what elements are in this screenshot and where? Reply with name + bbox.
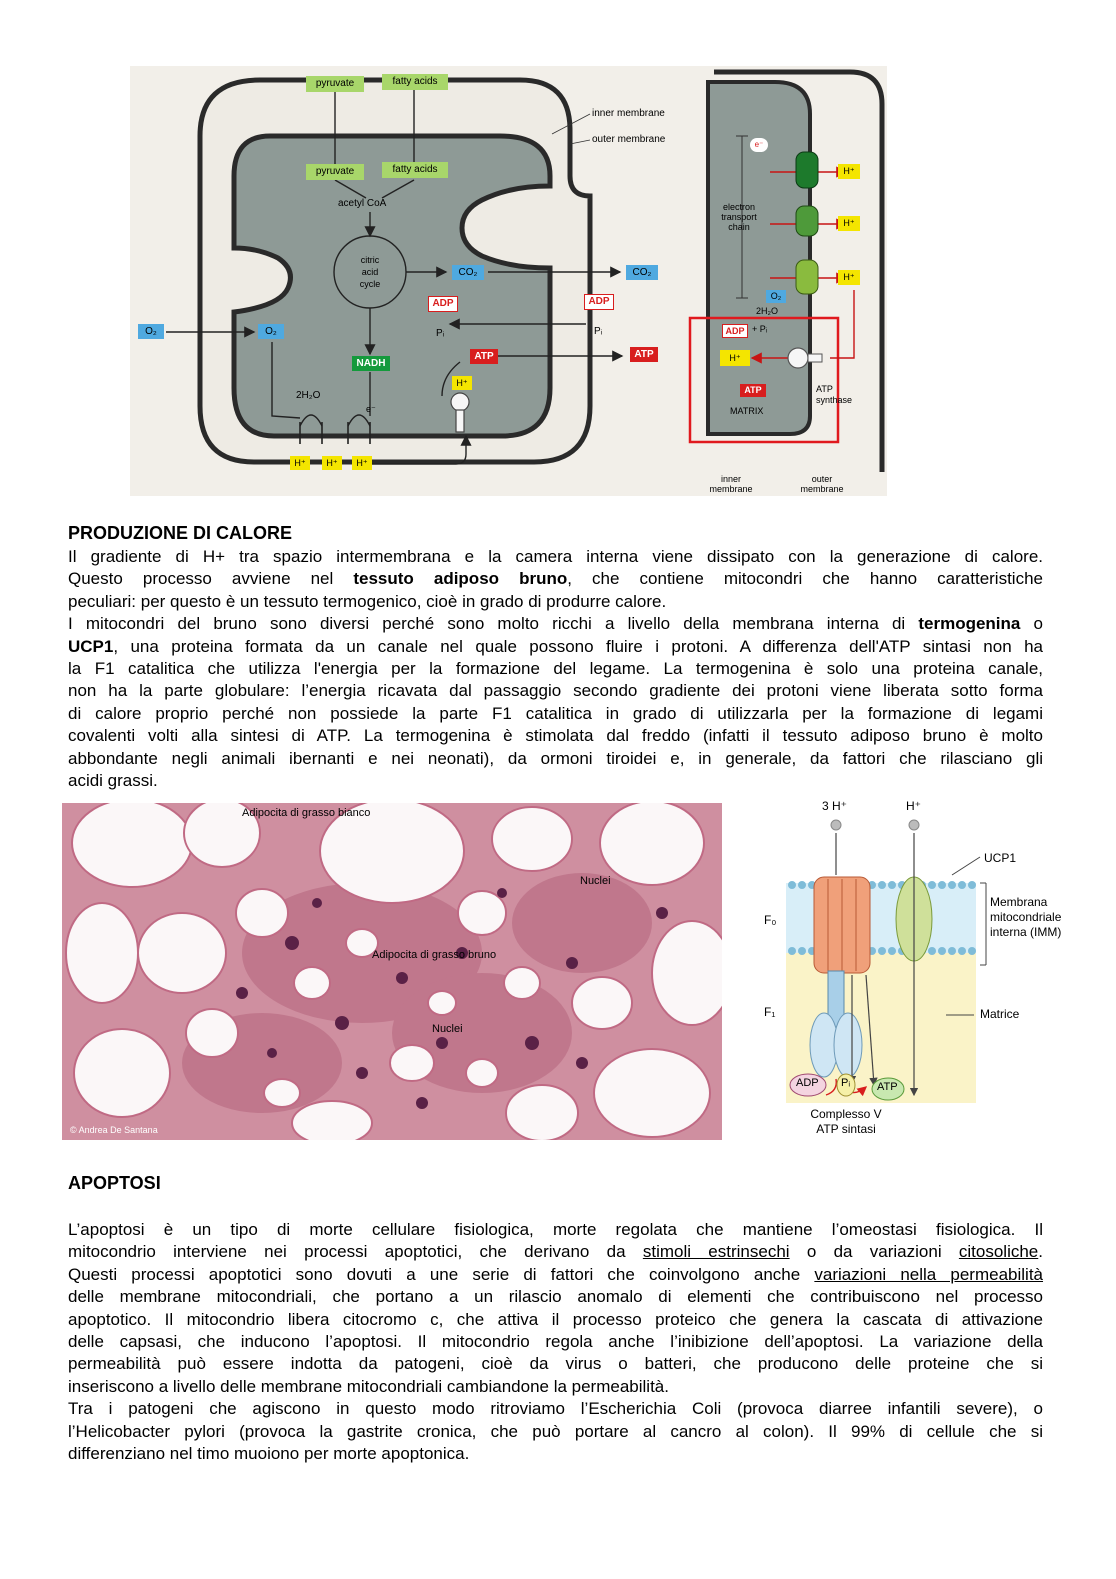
paragraph-produzione-calore <box>68 546 1043 792</box>
label-matrix: MATRIX <box>730 406 764 416</box>
label-hr1: H⁺ <box>838 164 860 179</box>
label-water-right: 2H₂O <box>756 306 778 316</box>
text: Questo processo avviene nel <box>68 569 354 589</box>
p2-line: delle membrane mitocondriali, che portano a un rilascio anomalo di elementi che contribuiscono nel processo <box>68 1287 1043 1307</box>
histology-svg <box>62 803 722 1140</box>
label-acetyl-coa: acetyl CoA <box>338 198 387 209</box>
p2-line: apoptotico. Il mitocondrio libera citocromo c, che attiva il processo proteico che genera la cascata di attivazione <box>68 1309 1043 1329</box>
right-matrix <box>708 82 810 434</box>
p2-line: l’Helicobacter pylori (provoca la gastrite cronica, che può portare al cancro al colon). Il 99% di cellule che si <box>68 1421 1043 1441</box>
outer-bottom-line1: outer <box>811 474 833 484</box>
label-pyruvate-in: pyruvate <box>306 164 364 180</box>
label-o2-in: O₂ <box>258 324 284 339</box>
outer-bottom-line2: membrane <box>800 484 844 494</box>
label-adp-in: ADP <box>428 296 458 312</box>
label-h3: H⁺ <box>352 456 372 470</box>
label-nuclei-2: Nuclei <box>432 1023 463 1035</box>
p1-line: abbondante negli animali ibernanti e nei neonati), da ormoni tiroidei e, in generale, da fattori che rilasciano gli <box>68 748 1043 768</box>
ucp1-diagram <box>756 795 1066 1145</box>
label-co2-in: CO₂ <box>452 265 484 280</box>
label-f1: F₁ <box>764 1005 776 1019</box>
citric-line1: citric <box>360 255 380 265</box>
label-matrice: Matrice <box>980 1007 1020 1021</box>
citric-line3: cycle <box>359 279 381 289</box>
label-atp: ATP <box>877 1081 898 1093</box>
label-outer-membrane: outer membrane <box>592 134 666 145</box>
label-atp-synthase <box>816 384 852 406</box>
inner-bottom-line2: membrane <box>709 484 753 494</box>
inner-bottom-line1: inner <box>720 474 741 484</box>
label-electron: e⁻ <box>366 404 376 414</box>
label-pi-out: Pᵢ <box>594 326 603 337</box>
p2-line <box>68 1264 1043 1286</box>
label-f0: F₀ <box>764 913 777 927</box>
p1-line: acidi grassi. <box>68 770 158 790</box>
text: mitocondrio interviene nei processi apoptotici, che derivano da <box>68 1242 643 1262</box>
label-nuclei-1: Nuclei <box>580 875 611 887</box>
p1-line <box>68 613 1043 635</box>
bold-term: termogenina <box>918 614 1021 634</box>
label-fatty-acids-out: fatty acids <box>382 74 448 90</box>
atp-synthase-line1: ATP <box>816 384 833 394</box>
label-hr2: H⁺ <box>838 216 860 231</box>
p2-line: L’apoptosi è un tipo di morte cellulare fisiologica, morte regolata che mantiene l’omeostasi fisiologica. Il <box>68 1220 1043 1239</box>
membrane-line1: Membrana <box>990 895 1048 909</box>
label-adp-out: ADP <box>584 294 614 310</box>
label-brown-adipocyte: Adipocita di grasso bruno <box>372 949 497 961</box>
underlined-term: variazioni nella permeabilità <box>814 1264 1044 1284</box>
label-fatty-acids-in: fatty acids <box>382 162 448 178</box>
underlined-term: citosoliche <box>958 1242 1039 1262</box>
text: I mitocondri del bruno sono diversi perché sono molto ricchi a livello della membrana interna di <box>68 614 919 634</box>
p2-line <box>68 1241 1043 1263</box>
image-credit: © Andrea De Santana <box>70 1125 158 1135</box>
label-atp-in: ATP <box>470 349 498 364</box>
underlined-term: stimoli estrinsechi <box>642 1242 790 1262</box>
text: o <box>1020 614 1043 634</box>
label-pi-in: Pᵢ <box>436 328 445 339</box>
label-h-right: H⁺ <box>720 350 750 366</box>
p1-line: peculiari: per questo è un tessuto termogenico, cioè in grado di produrre calore. <box>68 591 667 611</box>
bold-term: tessuto adiposo bruno <box>353 569 568 589</box>
label-adp-right: ADP <box>722 324 748 338</box>
p2-line: permeabilità può essere indotta da patogeni, cioè da virus o batteri, che producono delle proteine che si <box>68 1354 1043 1374</box>
label-hr3: H⁺ <box>838 270 860 285</box>
p1-line: Il gradiente di H+ tra spazio intermembrana e la camera interna viene dissipato con la generazione di calore. <box>68 547 1043 566</box>
label-e-right: e⁻ <box>750 138 768 152</box>
mitochondria-diagram-svg <box>130 66 887 496</box>
p1-line: covalenti volti alla sintesi di ATP. La termogenina è stimolata dal freddo (infatti il tessuto adiposo bruno è molto <box>68 726 1043 746</box>
label-adp: ADP <box>796 1077 819 1089</box>
mitochondria-diagram <box>130 66 887 496</box>
p1-line: di calore proprio perché non possiede la parte F1 catalitica in grado di utilizzarla per la formazione di legami <box>68 703 1043 723</box>
text: o da variazioni <box>789 1242 959 1262</box>
label-white-adipocyte: Adipocita di grasso bianco <box>242 807 371 819</box>
histology-image <box>62 803 722 1140</box>
etc-line1: electron <box>722 202 756 212</box>
p2-line: inseriscono a livello delle membrane mitocondriali cambiandone la permeabilità. <box>68 1376 669 1396</box>
label-inner-bottom <box>704 474 758 494</box>
label-ucp1: UCP1 <box>984 851 1017 865</box>
label-atp-out: ATP <box>630 347 658 362</box>
text: . <box>1038 1242 1043 1262</box>
paragraph-apoptosi <box>68 1219 1043 1465</box>
label-inner-membrane: inner membrane <box>592 108 665 119</box>
text: Questi processi apoptotici sono dovuti a une serie di fattori che coinvolgono anche <box>68 1264 815 1284</box>
etc-line3: chain <box>728 222 750 232</box>
label-h1: H⁺ <box>290 456 310 470</box>
label-atp-right: ATP <box>740 384 766 397</box>
complex-line2: ATP sintasi <box>816 1122 876 1136</box>
p1-line: non ha la parte globulare: l’energia ricavata dal passaggio secondo gradiente dei protoni viene liberata sotto forma <box>68 681 1043 701</box>
label-water: 2H₂O <box>296 390 321 401</box>
heading-produzione-calore: PRODUZIONE DI CALORE <box>68 523 293 543</box>
label-co2-out: CO₂ <box>626 265 658 280</box>
label-h-atp: H⁺ <box>452 376 472 390</box>
p1-line: la F1 catalitica che utilizza l'energia per la formazione del legame. La termogenina è solo una proteina canale, <box>68 658 1043 678</box>
complex-line1: Complesso V <box>810 1107 882 1121</box>
membrane-line2: mitocondriale <box>990 910 1062 924</box>
p1-line <box>68 568 1043 590</box>
text: , che contiene mitocondri che hanno caratteristiche <box>567 569 1043 589</box>
heading-apoptosi: APOPTOSI <box>68 1173 161 1193</box>
label-outer-bottom <box>794 474 850 494</box>
label-citric <box>350 254 390 290</box>
label-h2: H⁺ <box>322 456 342 470</box>
label-h: H⁺ <box>906 799 921 813</box>
p2-line: delle capsasi, che inducono l’apoptosi. Il mitocondrio regola anche l’inibizione dell’apoptosi. La variazione della <box>68 1331 1043 1351</box>
bold-term: UCP1 <box>68 636 114 656</box>
label-pi-right: + Pᵢ <box>752 324 768 334</box>
label-complex <box>796 1107 896 1137</box>
citric-line2: acid <box>361 267 379 277</box>
p2-line: Tra i patogeni che agiscono in questo modo ritroviamo l’Escherichia Coli (provoca diarree infantili severe), o <box>68 1399 1043 1419</box>
label-membrane <box>990 895 1061 940</box>
ucp1-svg <box>756 795 1066 1145</box>
atp-synthase-line2: synthase <box>816 395 853 405</box>
label-etc <box>710 202 768 232</box>
membrane-line3: interna (IMM) <box>990 925 1062 939</box>
etc-line2: transport <box>721 212 757 222</box>
label-pi: Pᵢ <box>841 1077 851 1089</box>
text: , una proteina formata da un canale nel quale possono fluire i protoni. A differenza dell'ATP sintasi non ha <box>113 636 1043 656</box>
label-nadh: NADH <box>352 356 390 371</box>
p1-line <box>68 636 1043 658</box>
label-o2-right: O₂ <box>766 290 786 303</box>
label-o2-out: O₂ <box>138 324 164 339</box>
label-3h: 3 H⁺ <box>822 799 848 813</box>
p2-line: differenziano nel timo muoiono per morte apoptonica. <box>68 1443 470 1463</box>
label-pyruvate-out: pyruvate <box>306 76 364 92</box>
